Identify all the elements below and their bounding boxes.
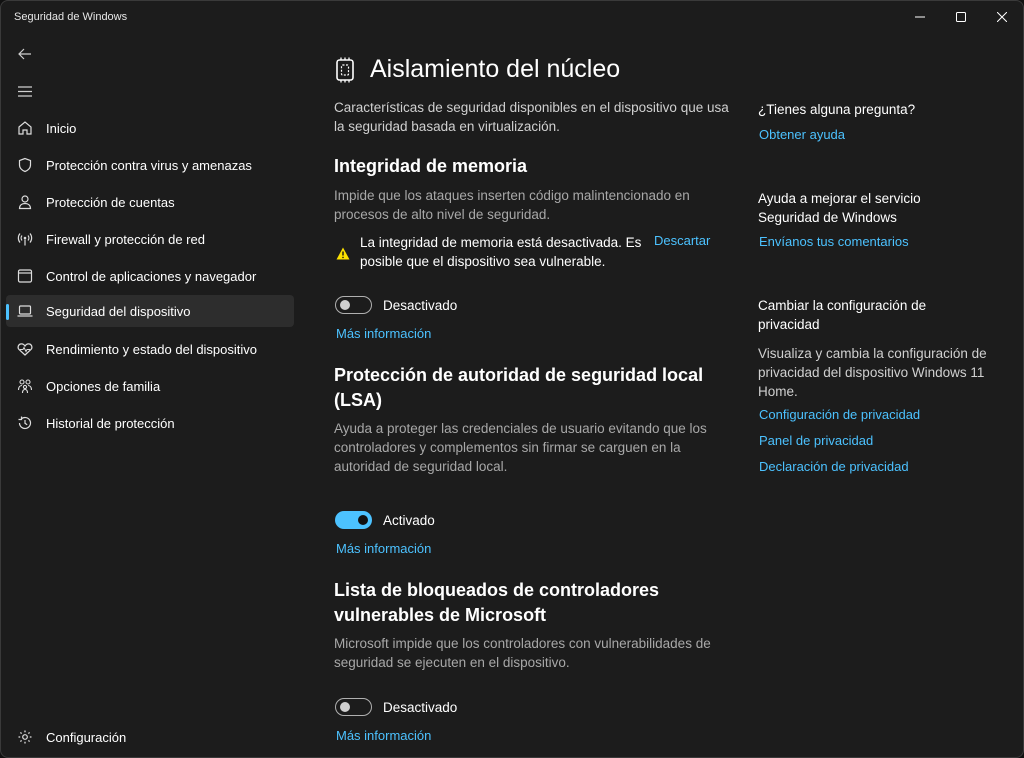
- nav-label: Historial de protección: [46, 416, 175, 431]
- close-button[interactable]: [979, 1, 1024, 33]
- lsa-protection-toggle[interactable]: [335, 511, 372, 529]
- person-icon: [17, 194, 33, 210]
- nav-item-aplicaciones[interactable]: [6, 260, 294, 292]
- nav-item-historial[interactable]: [6, 407, 294, 439]
- warning-icon: [336, 247, 350, 260]
- main-content: [301, 33, 1023, 757]
- lsa-protection-title: Protección de autoridad de seguridad local (LSA): [334, 365, 704, 410]
- nav-item-rendimiento[interactable]: [6, 333, 294, 365]
- privacy-settings-link[interactable]: Configuración de privacidad: [759, 407, 921, 422]
- toggle-knob: [340, 300, 350, 310]
- nav-item-virus[interactable]: [6, 149, 294, 181]
- lsa-protection-description: Ayuda a proteger las credenciales de usuario evitando que los controladores y complementos sin firmar se carguen en la autoridad de seguridad local.: [334, 421, 707, 474]
- minimize-icon: [915, 12, 925, 22]
- minimize-button[interactable]: [897, 1, 943, 33]
- menu-button[interactable]: [12, 79, 38, 103]
- memory-integrity-toggle-label: Desactivado: [383, 298, 458, 313]
- maximize-button[interactable]: [938, 1, 984, 33]
- memory-integrity-title: Integridad de memoria: [334, 156, 528, 176]
- laptop-icon: [17, 303, 33, 319]
- driver-blocklist-description: Microsoft impide que los controladores con vulnerabilidades de seguridad se ejecuten en el dispositivo.: [334, 636, 711, 670]
- selection-indicator: [6, 304, 9, 320]
- memory-integrity-more-info-link[interactable]: Más información: [336, 326, 432, 341]
- page-intro: Características de seguridad disponibles en el dispositivo que usa la seguridad basada en virtualización.: [334, 100, 729, 134]
- home-icon: [17, 120, 33, 136]
- page-title: Aislamiento del núcleo: [370, 55, 621, 83]
- get-help-link[interactable]: Obtener ayuda: [759, 127, 846, 142]
- toggle-knob: [358, 515, 368, 525]
- driver-blocklist-toggle-label: Desactivado: [383, 700, 458, 715]
- driver-blocklist-more-info-link[interactable]: Más información: [336, 728, 432, 743]
- nav-label: Control de aplicaciones y navegador: [46, 269, 257, 284]
- family-icon: [17, 378, 33, 394]
- nav-label: Opciones de familia: [46, 379, 161, 394]
- privacy-description: Visualiza y cambia la configuración de privacidad del dispositivo Windows 11 Home.: [758, 346, 987, 399]
- app-title: Seguridad de Windows: [14, 11, 128, 23]
- privacy-statement-link[interactable]: Declaración de privacidad: [759, 459, 909, 474]
- core-isolation-icon: [333, 57, 357, 83]
- shield-icon: [17, 157, 33, 173]
- nav-label: Rendimiento y estado del dispositivo: [46, 342, 258, 357]
- hamburger-icon: [18, 86, 32, 97]
- close-icon: [997, 12, 1007, 22]
- history-icon: [17, 415, 33, 431]
- dismiss-link[interactable]: Descartar: [654, 233, 711, 248]
- maximize-icon: [956, 12, 966, 22]
- nav-label: Protección contra virus y amenazas: [46, 158, 252, 173]
- heart-pulse-icon: [17, 341, 33, 357]
- driver-blocklist-title: Lista de bloqueados de controladores vulnerables de Microsoft: [334, 580, 660, 625]
- driver-blocklist-toggle[interactable]: [335, 698, 372, 716]
- nav-label: Seguridad del dispositivo: [46, 304, 191, 319]
- privacy-dashboard-link[interactable]: Panel de privacidad: [759, 433, 874, 448]
- improve-heading: Ayuda a mejorar el servicio Seguridad de Windows: [758, 191, 921, 225]
- memory-integrity-warning: La integridad de memoria está desactivada. Es posible que el dispositivo sea vulnerable.: [360, 235, 642, 269]
- nav-item-firewall[interactable]: [6, 223, 294, 255]
- nav-item-familia[interactable]: [6, 370, 294, 402]
- sidebar: [1, 33, 301, 757]
- feedback-link[interactable]: Envíanos tus comentarios: [759, 234, 909, 249]
- back-arrow-icon: [18, 48, 32, 60]
- lsa-protection-more-info-link[interactable]: Más información: [336, 541, 432, 556]
- toggle-knob: [340, 702, 350, 712]
- gear-icon: [17, 729, 33, 745]
- nav-item-dispositivo[interactable]: [6, 295, 294, 327]
- nav-label: Protección de cuentas: [46, 195, 175, 210]
- nav-label: Firewall y protección de red: [46, 232, 205, 247]
- nav-item-cuentas[interactable]: [6, 186, 294, 218]
- nav-item-inicio[interactable]: [6, 112, 294, 144]
- nav-label: Inicio: [46, 121, 77, 136]
- app-window-icon: [17, 268, 33, 284]
- memory-integrity-description: Impide que los ataques inserten código malintencionado en procesos de alto nivel de seguridad.: [334, 188, 690, 222]
- memory-integrity-toggle[interactable]: [335, 296, 372, 314]
- title-bar: [1, 1, 1023, 33]
- nav-item-configuracion[interactable]: [6, 721, 294, 753]
- lsa-protection-toggle-label: Activado: [383, 513, 435, 528]
- nav-label: Configuración: [46, 730, 127, 745]
- help-question-heading: ¿Tienes alguna pregunta?: [758, 102, 916, 117]
- antenna-icon: [17, 231, 33, 247]
- back-button[interactable]: [12, 42, 38, 66]
- privacy-heading: Cambiar la configuración de privacidad: [758, 298, 927, 332]
